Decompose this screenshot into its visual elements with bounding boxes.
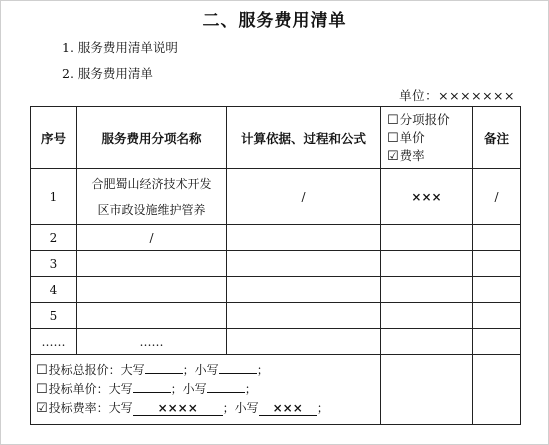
- table-row: [31, 329, 521, 355]
- checked-checkbox-icon[interactable]: ☑: [36, 401, 48, 416]
- bid-total-line: ☐投标总报价：大写 ；小写 ；: [36, 363, 269, 378]
- table-footer-row: [31, 355, 521, 425]
- cell-seq: 1: [31, 169, 77, 225]
- service-fee-table: [30, 106, 521, 425]
- blank-field[interactable]: [207, 392, 245, 393]
- table-row: [31, 251, 521, 277]
- checkbox-icon[interactable]: ☐: [36, 363, 48, 378]
- checkbox-icon[interactable]: ☐: [36, 382, 48, 397]
- cell-seq: 4: [31, 277, 77, 303]
- table-row: [31, 277, 521, 303]
- header-price-options: [381, 107, 473, 169]
- cell-remark: /: [473, 169, 521, 225]
- table-row: [31, 169, 521, 225]
- checkbox-icon[interactable]: ☐: [387, 130, 399, 146]
- cell-price: ×××: [381, 169, 473, 225]
- unit-label: 单位：×××××××: [399, 88, 515, 103]
- blank-field[interactable]: [133, 392, 171, 393]
- header-remark: 备注: [473, 107, 521, 169]
- option-item: ☑费率: [387, 147, 425, 164]
- checked-checkbox-icon[interactable]: ☑: [387, 148, 399, 164]
- bid-summary: [31, 355, 381, 425]
- header-seq: 序号: [31, 107, 77, 169]
- bid-rate-line: ☑投标费率：大写 ×××× ；小写 ××× ；: [36, 401, 329, 416]
- header-basis: 计算依据、过程和公式: [227, 107, 381, 169]
- table-row: [31, 225, 521, 251]
- bid-unit-price-line: ☐投标单价：大写 ；小写 ；: [36, 382, 257, 397]
- cell-seq: 2: [31, 225, 77, 251]
- cell-basis: /: [227, 169, 381, 225]
- table-row: [31, 303, 521, 329]
- page-title: 二、服务费用清单: [202, 11, 347, 31]
- cell-seq: 5: [31, 303, 77, 329]
- list-item: 2. 服务费用清单: [62, 66, 153, 81]
- option-item: ☐分项报价: [387, 111, 450, 128]
- blank-field[interactable]: [145, 373, 183, 374]
- cell-name: 合肥蜀山经济技术开发 区市政设施维护管养: [77, 169, 227, 225]
- list-item: 1. 服务费用清单说明: [62, 40, 178, 55]
- table-header-row: [31, 107, 521, 169]
- blank-field[interactable]: ××××: [133, 401, 223, 416]
- cell-seq: 3: [31, 251, 77, 277]
- header-name: 服务费用分项名称: [77, 107, 227, 169]
- checkbox-icon[interactable]: ☐: [387, 112, 399, 128]
- cell-name: /: [77, 225, 227, 251]
- blank-field[interactable]: [219, 373, 257, 374]
- option-item: ☐单价: [387, 129, 425, 146]
- cell-seq: ……: [31, 329, 77, 355]
- blank-field[interactable]: ×××: [259, 401, 317, 416]
- cell-name: ……: [77, 329, 227, 355]
